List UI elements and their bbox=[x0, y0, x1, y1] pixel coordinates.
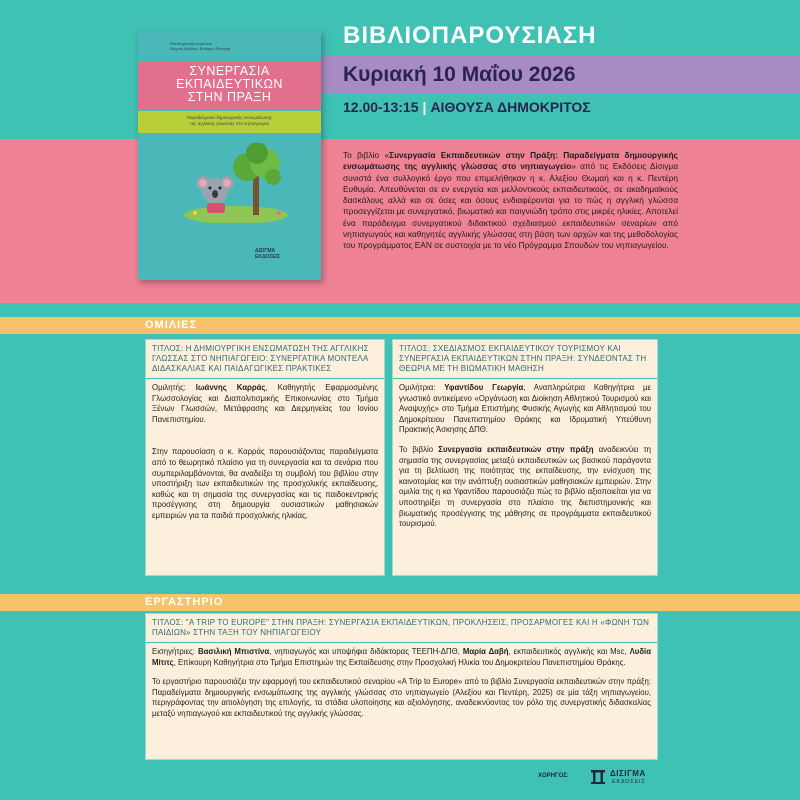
workshop-speaker-3-bio: , Επίκουρη Καθηγήτρια στο Τμήμα Επιστημών της Εκπαίδευσης στην Προσχολική Ηλικία του Δημοκριτείου Πανεπιστημίου Θράκης. bbox=[173, 657, 626, 667]
intro-paragraph bbox=[343, 150, 678, 252]
event-time-venue bbox=[343, 99, 591, 115]
book-publisher-line2: ΕΚΔΟΣΕΙΣ bbox=[255, 254, 281, 260]
workshop-description: Το εργαστήριο παρουσιάζει την εφαρμογή του εκπαιδευτικού σεναρίου «A Trip to Europe» από το βιβλίο Συνεργασία εκπαιδευτικών στην πράξη: Παραδείγματα δημιουργικής ενσωμάτωσης της αγγλικής γλώσσας στο νηπιαγωγείο (Αλεξίου και Πεντέρη, 2025) σε μία τάξη νηπιαγωγείου, περιγράφοντας την αιτιολόγηση της επιλογής, τα στάδια υλοποίησης και αξιολόγησης, αναδεικνύοντας τον ρόλο της συνεργατικής διδασκαλίας μεταξύ νηπιαγωγού και εκπαιδευτικού της αγγλικής γλώσσας. bbox=[152, 677, 651, 718]
book-cover-title bbox=[138, 61, 321, 109]
disigma-logo-icon bbox=[589, 768, 607, 786]
talk1-description: Στην παρουσίαση ο κ. Καρράς παρουσιάζοντας παραδείγματα από το θεωρητικό πλαίσιο για τη συνεργασία και τα σενάρια που συμπεριλαμβάνονται, θα αναδείξει τη συμβολή του βιβλίου στην υποστήριξη των εκπαιδευτικών της προσχολικής εκπαίδευσης, καθώς και τη σημασία της συνεργασίας και τις παιδοκεντρικής προσέγγισης στη δημιουργία ουσιαστικών μαθησιακών εμπειριών για τα παιδιά προσχολικής ηλικίας. bbox=[152, 447, 378, 520]
sponsor-label: ΧΟΡΗΓΟΣ: bbox=[538, 773, 569, 779]
talk1-body bbox=[146, 379, 384, 535]
book-cover-subtitle bbox=[138, 111, 321, 133]
book-editors bbox=[170, 41, 230, 51]
talk2-desc-start: Το βιβλίο bbox=[399, 444, 439, 454]
workshop-speaker-1-bio: , νηπιαγωγός και υποψήφια διδάκτορας ΤΕΕΠΗ-ΔΠΘ, bbox=[269, 647, 463, 656]
book-subtitle-line1: Παραδείγματα δημιουργικής ενσωμάτωσης bbox=[186, 115, 273, 120]
workshop-title: ΤΙΤΛΟΣ: "A TRIP TO EUROPE" ΣΤΗΝ ΠΡΑΞΗ: ΣΥΝΕΡΓΑΣΙΑ ΕΚΠΑΙΔΕΥΤΙΚΩΝ, ΠΡΟΚΛΗΣΕΙΣ, ΠΡΟΣΑΡΜΟΓΕΣ ΚΑΙ Η «ΦΩΝΗ ΤΩΝ ΠΑΙΔΙΩΝ» ΣΤΗΝ ΤΑΞΗ ΤΟΥ ΝΗΠΙΑΓΩΓΕΙΟΥ bbox=[146, 614, 657, 643]
talk2-speaker-label: Ομιλήτρια: bbox=[399, 383, 445, 392]
workshop-body bbox=[146, 643, 657, 733]
book-title-line2: ΕΚΠΑΙΔΕΥΤΙΚΩΝ bbox=[176, 77, 283, 91]
workshop-section-bar bbox=[0, 594, 800, 611]
intro-text-rest: » από τις Εκδόσεις Δίσιγμα συνιστά ένα συλλογικό έργο που επιμελήθηκαν η κ. Αλεξίου Θωμαή και η κ. Πεντέρη Ευθυμία. Απευθύνεται σε εν ενεργεία και μελλοντικούς εκπαιδευτικούς, σε ακαδημαϊκούς δασκάλους αλλά και σε όσες και όσους ενδιαφέρονται για το πώς η αγγλική γλώσσα προσεγγίζεται με συνεργατικό, βιωματικό και παιγνιώδη τρόπο στις μικρές ηλικίες. Αποτελεί ένα παράδειγμα συνεργατικού διδακτικού σχεδιασμού εκπαιδευτικών σεναρίων από νηπιαγωγούς και καθηγητές αγγλικής γλώσσας στη βάση των αρχών και της μεθοδολογίας του προγράμματος ΕΑΝ σε συστοιχία με το νέο Πρόγραμμα Σπουδών του νηπιαγωγείου. bbox=[343, 161, 678, 251]
book-editors-line2: Θωμαή Αλεξίου, Ευθυμία Πεντέρη bbox=[170, 46, 231, 51]
workshop-speaker-1: Βασιλική Μπιστίνα bbox=[197, 647, 270, 656]
talk2-desc-rest: αναδεικνύει τη σημασία της συνεργασίας μεταξύ εκπαιδευτικών ως βασικού παράγοντα για τη βελτίωση της ποιότητας της εκπαίδευσης, την ενίσχυση της καινοτομίας και την ανάπτυξη ουσιαστικών μαθησιακών εμπειριών. Στην ομιλία της η κα Υφαντίδου παρουσιάζει πώς το βιβλίο αξιοποιείται για να υποστηρίξει τη συνεργασία στο πλαίσιο της διεπιστημονικής και βιωματικής προσέγγισης της μάθησης σε προγράμματα εκπαιδευτικού τουρισμού. bbox=[399, 444, 652, 529]
talk2-speaker-name: Υφαντίδου Γεωργία bbox=[444, 383, 524, 392]
talk2-speaker bbox=[399, 383, 651, 436]
book-publisher-line1: ΔΙΣΙΓΜΑ bbox=[255, 248, 276, 254]
talk2-title: ΤΙΤΛΟΣ: ΣΧΕΔΙΑΣΜΟΣ ΕΚΠΑΙΔΕΥΤΙΚΟΥ ΤΟΥΡΙΣΜΟΥ ΚΑΙ ΣΥΝΕΡΓΑΣΙΑ ΕΚΠΑΙΔΕΥΤΙΚΩΝ ΣΤΗΝ ΠΡΑΞΗ: ΣΥΝΔΕΟΝΤΑΣ ΤΗ ΘΕΩΡΙΑ ΜΕ ΤΗ ΒΙΩΜΑΤΙΚΗ ΜΑΘΗΣΗ bbox=[393, 340, 657, 379]
talk1-speaker-label: Ομιλητής: bbox=[152, 383, 196, 392]
sponsor-logo-line2: ΕΚΔΟΣΕΙΣ bbox=[612, 779, 646, 785]
sponsor-logo-line1: ΔΙΣΙΓΜΑ bbox=[610, 769, 646, 778]
talk2-description bbox=[399, 445, 651, 530]
book-publisher-logo bbox=[255, 248, 280, 260]
book-subtitle-line2: της αγγλικής γλώσσας στο νηπιαγωγείο bbox=[190, 121, 269, 126]
event-title: ΒΙΒΛΙΟΠΑΡΟΥΣΙΑΣΗ bbox=[343, 22, 597, 49]
talk2-body bbox=[393, 379, 657, 543]
event-time: 12.00-13:15 bbox=[343, 99, 419, 115]
book-editors-line1: Επιστημονική επιμέλεια bbox=[170, 41, 212, 46]
book-title-line1: ΣΥΝΕΡΓΑΣΙΑ bbox=[189, 64, 270, 78]
workshop-speaker-2: Μαρία Δαβή bbox=[462, 647, 509, 656]
talk2-speaker-bio: , Αναπληρώτρια Καθηγήτρια με γνωστικό αντικείμενο «Οργάνωση και Διοίκηση Αθλητικού Τουρισμού και Αναψυχής» στο Τμήμα Επιστήμης Φυσικής Αγωγής και Αθλητισμού του Δημοκρίτειου Πανεπιστημίου Θράκης και Ιδρυματική Υπεύθυνη Πρακτικής Άσκησης ΔΠΘ. bbox=[399, 383, 651, 435]
koala-tree-illustration bbox=[181, 143, 291, 223]
talk-card-2 bbox=[392, 339, 658, 576]
book-cover bbox=[138, 31, 321, 280]
talks-section-label: ΟΜΙΛΙΕΣ bbox=[145, 319, 198, 331]
book-title-line3: ΣΤΗΝ ΠΡΑΞΗ bbox=[187, 90, 272, 104]
workshop-card bbox=[145, 613, 658, 760]
event-date: Κυριακή 10 Μαΐου 2026 bbox=[343, 63, 576, 86]
workshop-speakers bbox=[152, 647, 651, 668]
workshop-speaker-3: Λυδία Μίτιτς bbox=[152, 647, 652, 667]
intro-text-start: Το βιβλίο « bbox=[343, 150, 390, 160]
talks-section-bar bbox=[0, 317, 800, 334]
event-venue: ΑΙΘΟΥΣΑ ΔΗΜΟΚΡΙΤΟΣ bbox=[430, 99, 591, 115]
talk1-title: ΤΙΤΛΟΣ: Η ΔΗΜΙΟΥΡΓΙΚΗ ΕΝΣΩΜΑΤΩΣΗ ΤΗΣ ΑΓΓΛΙΚΗΣ ΓΛΩΣΣΑΣ ΣΤΟ ΝΗΠΙΑΓΩΓΕΙΟ: ΣΥΝΕΡΓΑΤΙΚΑ ΜΟΝΤΕΛΑ ΔΙΔΑΣΚΑΛΙΑΣ ΚΑΙ ΠΑΙΔΑΓΩΓΙΚΕΣ ΠΡΑΚΤΙΚΕΣ bbox=[146, 340, 384, 379]
talk1-speaker-bio: , Καθηγητής Εφαρμοσμένης Γλωσσολογίας και Διαπολιτισμικής Επικοινωνίας στο Τμήμα Ξένων Γλωσσών, Μετάφρασης και Διερμηνείας του Ιονίου Πανεπιστημίου. bbox=[152, 383, 379, 424]
time-separator: | bbox=[422, 99, 427, 115]
workshop-speaker-2-bio: , εκπαιδευτικός αγγλικής και Msc, bbox=[508, 647, 630, 656]
workshop-speakers-label: Εισηγήτριες: bbox=[152, 647, 198, 656]
talk1-speaker-name: Ιωάννης Καρράς bbox=[195, 383, 266, 392]
talk2-desc-book: Συνεργασία εκπαιδευτικών στην πράξη bbox=[438, 444, 594, 454]
talk-card-1 bbox=[145, 339, 385, 576]
intro-book-title: Συνεργασία Εκπαιδευτικών στην Πράξη: Παραδείγματα δημιουργικής ενσωμάτωσης της αγγλικής γλώσσας στο νηπιαγωγείο bbox=[343, 150, 678, 172]
workshop-section-label: ΕΡΓΑΣΤΗΡΙΟ bbox=[145, 596, 224, 608]
talk1-speaker bbox=[152, 383, 378, 425]
